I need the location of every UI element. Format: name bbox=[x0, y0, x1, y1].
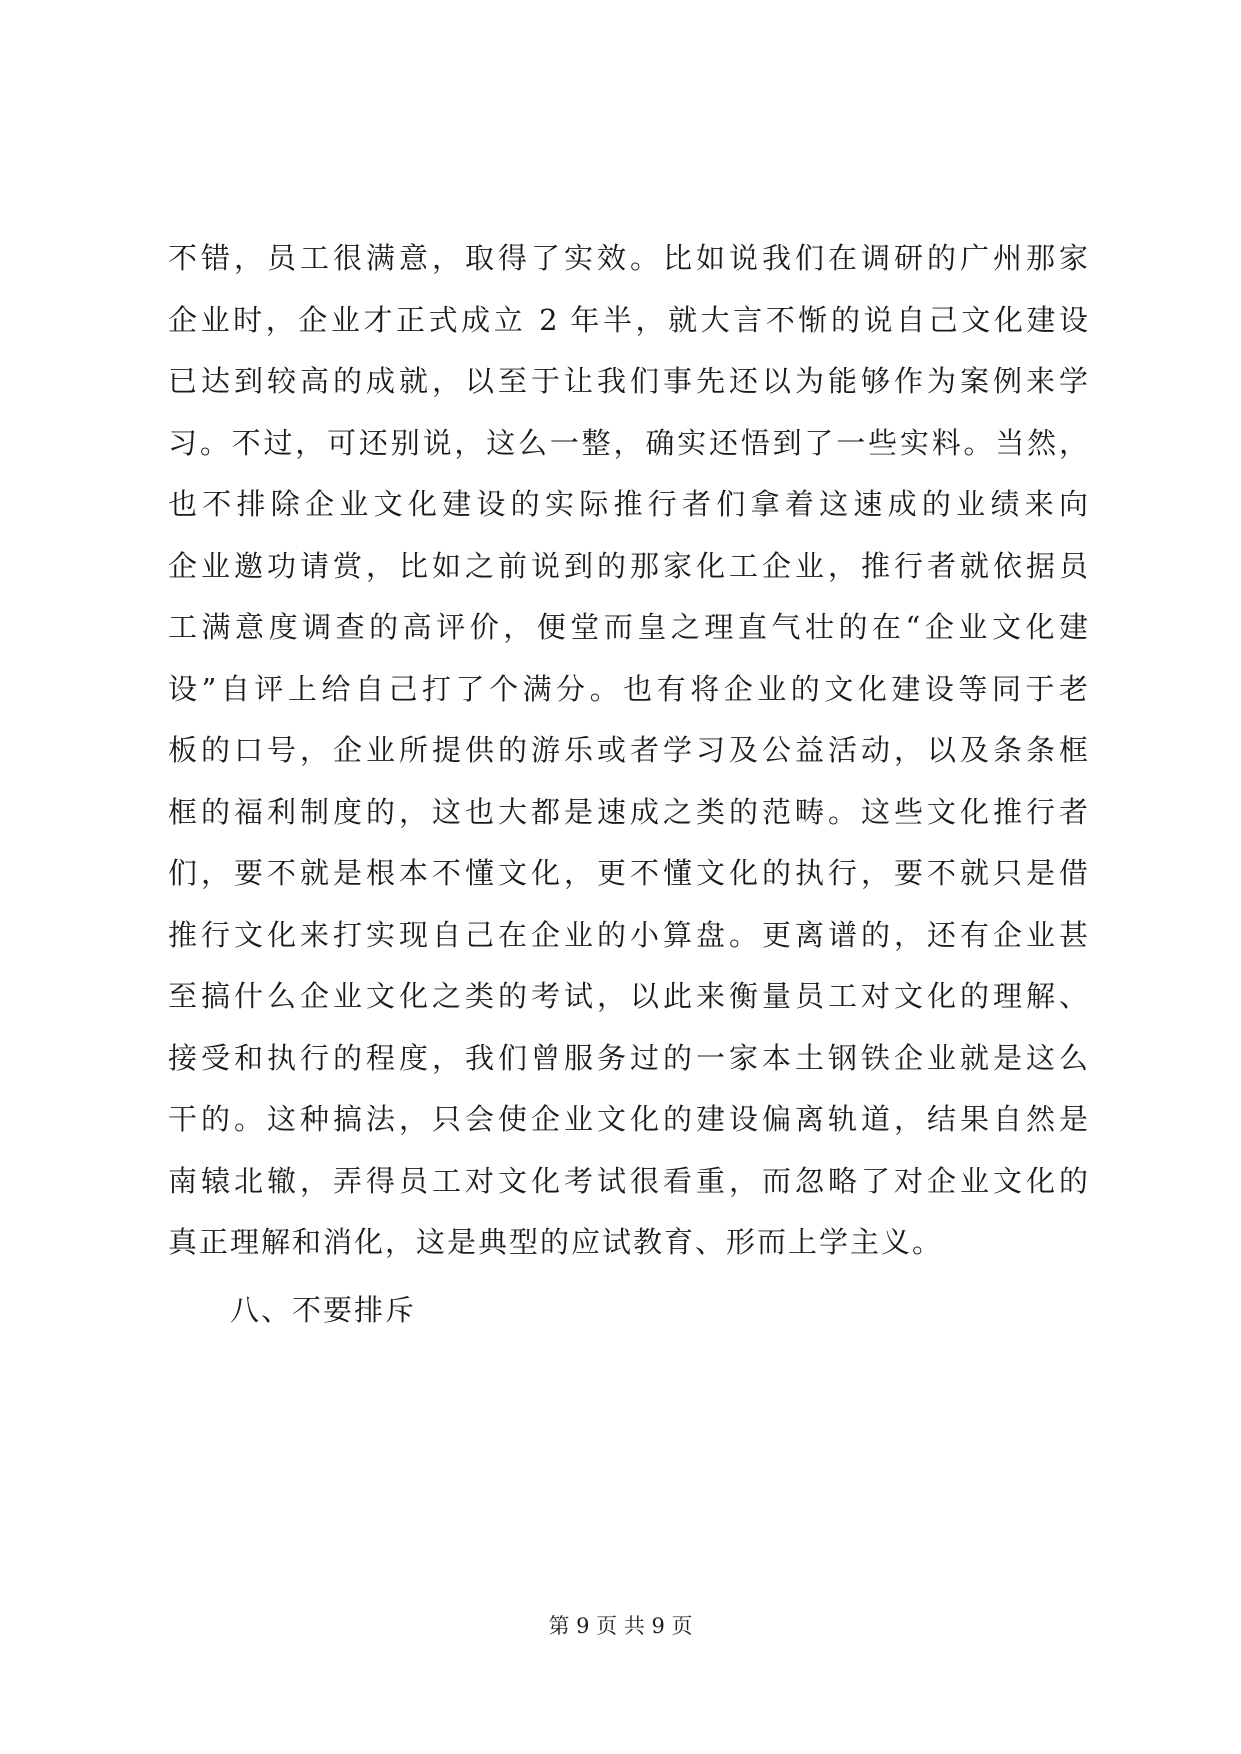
text-line: 不错，员工很满意，取得了实效。比如说我们在调研的广州那家 bbox=[168, 241, 1088, 275]
body-paragraph bbox=[168, 228, 1088, 1274]
text-line: 干的。这种搞法，只会使企业文化的建设偏离轨道，结果自然是 bbox=[168, 1102, 1088, 1136]
text-line: 至搞什么企业文化之类的考试，以此来衡量员工对文化的理解、 bbox=[168, 979, 1088, 1013]
section-heading: 八、不要排斥 bbox=[230, 1293, 417, 1327]
text-line: 设”自评上给自己打了个满分。也有将企业的文化建设等同于老 bbox=[168, 671, 1088, 706]
text-line: 工满意度调查的高评价，便堂而皇之理直气壮的在“企业文化建 bbox=[168, 610, 1088, 644]
text-line: 企业时，企业才正式成立 2 年半，就大言不惭的说自己文化建设 bbox=[168, 302, 1088, 337]
text-line: 接受和执行的程度，我们曾服务过的一家本土钢铁企业就是这么 bbox=[168, 1040, 1088, 1075]
text-line: 也不排除企业文化建设的实际推行者们拿着这速成的业绩来向 bbox=[168, 487, 1088, 521]
text-line: 南辕北辙，弄得员工对文化考试很看重，而忽略了对企业文化的 bbox=[168, 1163, 1088, 1198]
text-line: 已达到较高的成就，以至于让我们事先还以为能够作为案例来学 bbox=[168, 364, 1088, 398]
text-line: 板的口号，企业所提供的游乐或者学习及公益活动，以及条条框 bbox=[168, 733, 1088, 767]
text-line: 真正理解和消化，这是典型的应试教育、形而上学主义。 bbox=[168, 1225, 944, 1259]
text-line: 们，要不就是根本不懂文化，更不懂文化的执行，要不就只是借 bbox=[168, 856, 1088, 890]
page-number-footer: 第 9 页 共 9 页 bbox=[548, 1614, 693, 1638]
text-line: 企业邀功请赏，比如之前说到的那家化工企业，推行者就依据员 bbox=[168, 548, 1088, 583]
text-line: 框的福利制度的，这也大都是速成之类的范畴。这些文化推行者 bbox=[168, 794, 1088, 829]
text-line: 习。不过，可还别说，这么一整，确实还悟到了一些实料。当然， bbox=[168, 425, 1088, 460]
text-line: 推行文化来打实现自己在企业的小算盘。更离谱的，还有企业甚 bbox=[168, 917, 1088, 952]
